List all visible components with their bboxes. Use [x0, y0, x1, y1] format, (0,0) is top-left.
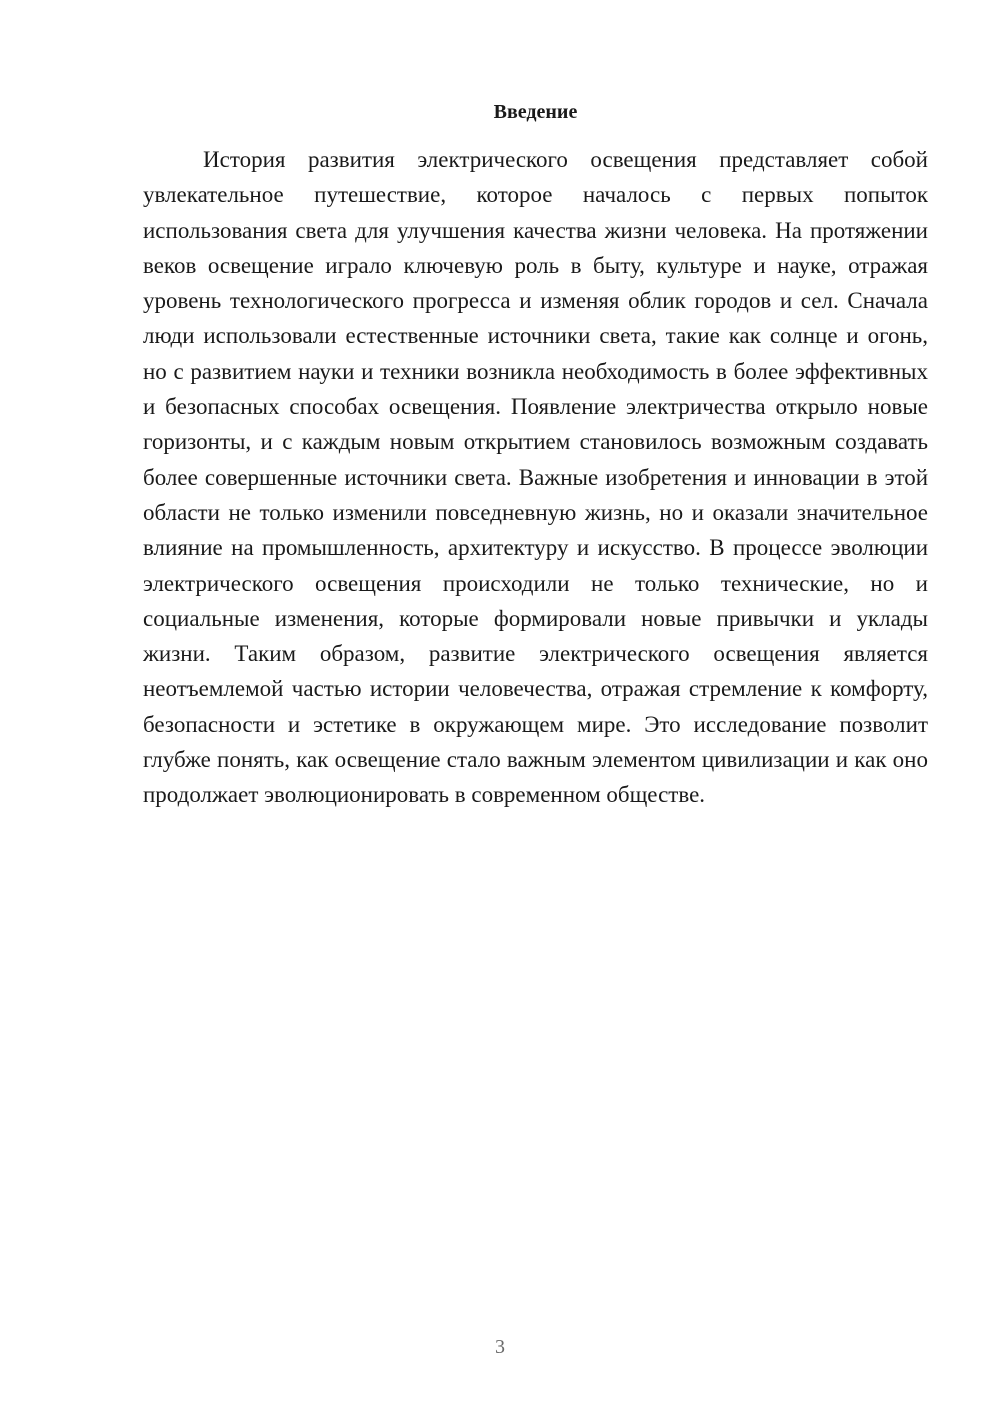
- page-number: 3: [495, 1336, 505, 1358]
- section-heading: Введение: [493, 101, 578, 123]
- body-paragraph: История развития электрического освещения представляет собой увлекательное путешествие, которое началось с первых попыток использования света для улучшения качества жизни человека. На протяжении веков освещение играло ключевую роль в быту, культуре и науке, отражая уровень технологического прогресса и изменяя облик городов и сел. Сначала люди использовали естественные источники света, такие как солнце и огонь, но с развитием науки и техники возникла необходимость в более эффективных и безопасных способах освещения. Появление электричества открыло новые горизонты, и с каждым новым открытием становилось возможным создавать более совершенные источники света. Важные изобретения и инновации в этой области не только изменили повседневную жизнь, но и оказали значительное влияние на промышленность, архитектуру и искусство. В процессе эволюции электрического освещения происходили не только технические, но и социальные изменения, которые формировали новые привычки и уклады жизни. Таким образом, развитие электрического освещения является неотъемлемой частью истории человечества, отражая стремление к комфорту, безопасности и эстетике в окружающем мире. Это исследование позволит глубже понять, как освещение стало важным элементом цивилизации и как оно продолжает эволюционировать в современном обществе.: [143, 147, 928, 808]
